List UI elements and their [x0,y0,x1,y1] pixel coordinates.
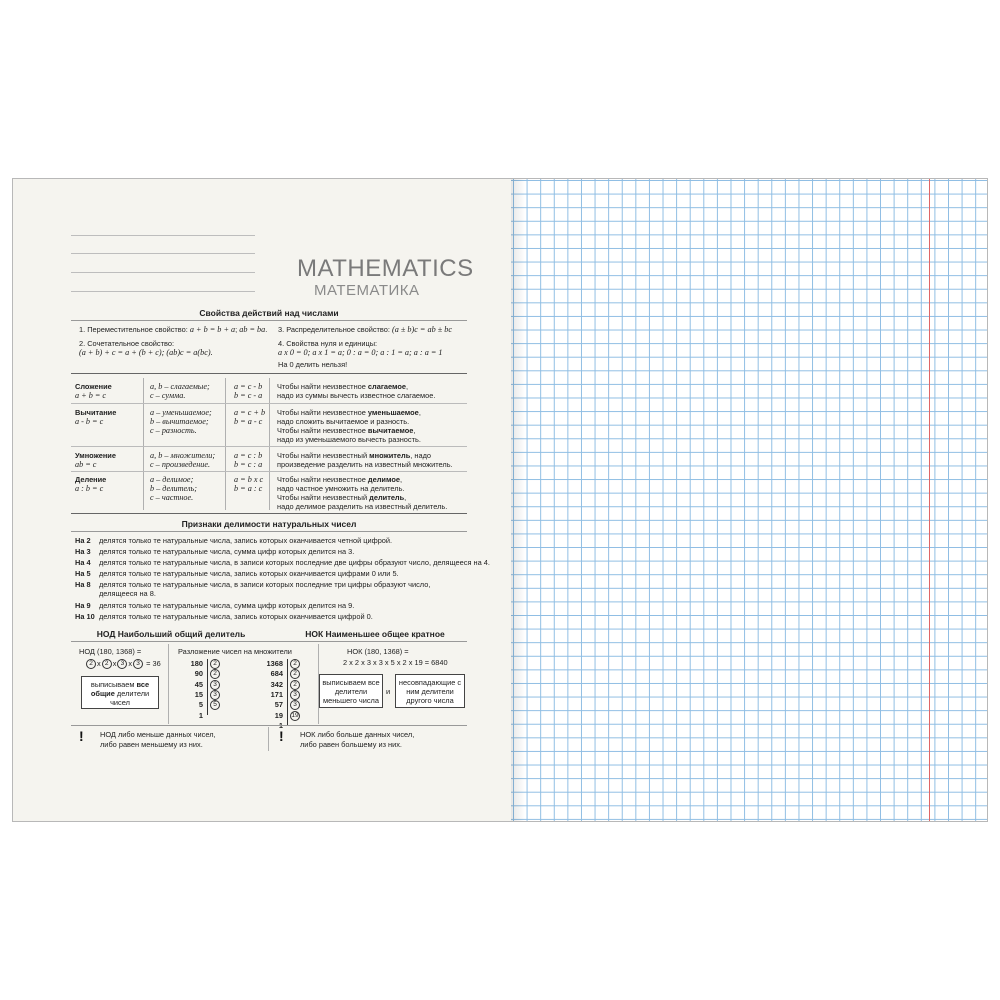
op-rule: произведение разделить на известный множитель. [277,460,453,469]
gcd-factor: 2 [86,659,96,669]
div-label: На 3 [75,547,91,556]
div-text: делятся только те натуральные числа, сумма цифр которых делится на 3. [99,547,355,556]
margin-line [929,179,930,821]
op-rule: надо частное умножить на делитель. [277,484,405,493]
gcd-box-word: делители [116,689,150,698]
op-rule: надо из уменьшаемого вычесть разность. [277,435,421,444]
op-inverse: b = a - c [234,417,263,426]
lcm-rule-box-1: выписываем все делители меньшего числа [319,674,383,708]
factor-value [209,659,231,669]
op-rule: Чтобы найти неизвестное слагаемое, [277,382,409,391]
row-divider [71,471,467,472]
op-inverse: a = c : b [234,451,263,460]
divisibility-title: Признаки делимости натуральных чисел [181,519,357,529]
div-text: делятся только те натуральные числа, запись которых оканчивается цифрами 0 или 5. [99,569,399,578]
row-divider [71,403,467,404]
gcd-box-word: чисел [110,698,130,707]
div-text: делятся только те натуральные числа, в записи которых последние три цифры образуют число, [99,580,431,589]
factor-circle: 2 [290,680,300,690]
op-rule: надо сложить вычитаемое и разность. [277,417,410,426]
lcm-formula: 2 x 2 x 3 x 3 x 5 x 2 x 19 = 6840 [343,658,448,667]
lcm-rule-box-2: несовпадающие с ним делители другого числа [395,674,465,708]
factor-value [209,690,231,700]
column-divider [268,727,269,751]
op-terms: c – сумма. [150,391,186,400]
factor-value [289,700,311,710]
factor-circle: 2 [290,659,300,669]
factor-divider [287,659,288,725]
divider [71,725,467,726]
factor-circle: 2 [210,669,220,679]
factor-circle: 3 [290,690,300,700]
op-terms: a – делимое; [150,475,194,484]
lcm-title: НОК Наименьшее общее кратное [305,629,445,639]
factor-circle: 2 [210,659,220,669]
factor-value: 180 [190,659,203,668]
divider [71,373,467,374]
exclamation-icon: ! [279,728,284,744]
div-text: делящееся на 8. [99,589,156,598]
factor-value: 45 [194,679,203,689]
factor-circle: 2 [290,669,300,679]
name-line [71,291,255,292]
op-formula: a - b = c [75,417,104,426]
divider [71,513,467,514]
div-text: делятся только те натуральные числа, запись которых оканчивается цифрой 0. [99,612,373,621]
op-formula: a + b = c [75,391,107,400]
column-divider [225,378,226,510]
property-4-formula: a x 0 = 0; a x 1 = a; 0 : a = 0; a : 1 = a; a : a = 1 [278,348,443,357]
properties-title: Свойства действий над числами [199,308,339,318]
gcd-box-word: выписываем [90,680,135,689]
div-label: На 4 [75,558,91,567]
gcd-expression: НОД (180, 1368) = [79,647,142,656]
op-inverse: a = c - b [234,382,263,391]
exclamation-icon: ! [79,728,84,744]
column-divider [143,378,144,510]
op-name: Умножение [75,451,116,460]
op-rule: Чтобы найти неизвестное делимое, [277,475,403,484]
factor-value: 1368 [266,659,283,668]
divider [71,641,467,642]
factor-circle: 19 [291,711,299,719]
op-name: Вычитание [75,408,117,417]
factor-value: 342 [270,679,283,689]
op-inverse: b = a : c [234,484,263,493]
name-line [71,253,255,254]
div-label: На 2 [75,536,91,545]
div-label: На 9 [75,601,91,610]
factor-value [289,690,311,700]
row-divider [71,446,467,447]
column-divider [269,378,270,510]
column-divider [168,644,169,724]
op-inverse: b = c : a [234,460,263,469]
op-rule: надо из суммы вычесть известное слагаемое. [277,391,436,400]
gcd-note: либо равен меньшему из них. [100,740,203,749]
op-terms: c – разность. [150,426,197,435]
op-rule: надо делимое разделить на известный делитель. [277,502,448,511]
op-terms: a, b – множители; [150,451,216,460]
op-name: Деление [75,475,107,484]
property-4-title: 4. Свойства нуля и единицы: [278,339,378,348]
factorization-title: Разложение чисел на множители [178,647,292,656]
property-2-title: 2. Сочетательное свойство: [79,339,175,348]
op-rule: Чтобы найти неизвестное вычитаемое, [277,426,416,435]
lcm-note: НОК либо больше данных чисел, [300,730,415,739]
factor-circle: 3 [290,700,300,710]
op-inverse: b = c - a [234,391,263,400]
factor-value: 19 [274,710,283,720]
div-text: делятся только те натуральные числа, сумма цифр которых делится на 9. [99,601,355,610]
div-label: На 10 [75,612,95,621]
property-4-note: На 0 делить нельзя! [278,360,348,369]
factor-value [289,659,311,669]
factor-value: 90 [194,669,203,679]
factor-value: 1 [198,710,203,720]
factor-circle: 3 [210,690,220,700]
cover-page [13,179,511,821]
div-label: На 8 [75,580,91,589]
factor-value: 5 [198,700,203,710]
name-line [71,272,255,273]
gcd-factor: 2 [102,659,112,669]
factor-value: 171 [270,689,283,699]
divider [71,531,467,532]
title-english: MATHEMATICS [297,255,474,282]
op-terms: b – вычитаемое; [150,417,209,426]
factor-value [209,680,231,690]
op-terms: c – произведение. [150,460,211,469]
factor-circle: 5 [210,700,220,710]
grid-page [511,179,987,821]
gcd-factors: 2 x 2 x 3 x 3 = 36 [85,659,161,669]
gcd-note: НОД либо меньше данных чисел, [100,730,216,739]
lcm-expression: НОК (180, 1368) = [347,647,409,656]
factor-value [209,669,231,679]
lcm-note: либо равен большему из них. [300,740,402,749]
factor-value [289,711,311,721]
op-terms: c – частное. [150,493,194,502]
factor-circle: 3 [210,680,220,690]
factor-value [289,669,311,679]
gcd-factor: 3 [117,659,127,669]
gcd-factor: 3 [133,659,143,669]
gcd-result: = 36 [146,659,161,668]
op-inverse: a = c + b [234,408,266,417]
property-1: 1. Переместительное свойство: a + b = b + a; ab = ba. [79,325,268,334]
property-3: 3. Распределительное свойство: (a ± b)c = ab ± bc [278,325,452,334]
divider [71,320,467,321]
gcd-rule-box [81,676,159,709]
op-terms: a – уменьшаемое; [150,408,212,417]
lcm-conjunction: и [386,687,391,696]
op-name: Сложение [75,382,112,391]
div-text: делятся только те натуральные числа, в записи которых последние две цифры образуют число, делящееся на 4. [99,558,490,567]
op-inverse: a = b x c [234,475,264,484]
op-rule: Чтобы найти неизвестный множитель, надо [277,451,431,460]
div-text: делятся только те натуральные числа, запись которых оканчивается четной цифрой. [99,536,393,545]
factor-divider [207,659,208,715]
gcd-box-word: общие [90,689,115,698]
title-russian: МАТЕМАТИКА [314,282,420,299]
name-line [71,235,255,236]
op-terms: b – делитель; [150,484,197,493]
factor-value: 684 [270,669,283,679]
factor-value: 57 [274,700,283,710]
op-rule: Чтобы найти неизвестное уменьшаемое, [277,408,421,417]
op-formula: ab = c [75,460,97,469]
gcd-box-word: все [136,680,150,689]
factor-value [209,700,231,710]
op-terms: a, b – слагаемые; [150,382,210,391]
div-label: На 5 [75,569,91,578]
factor-value: 15 [194,689,203,699]
property-2-formula: (a + b) + c = a + (b + c); (ab)c = a(bc). [79,348,213,357]
notebook-spread [12,178,988,822]
gcd-title: НОД Наибольший общий делитель [96,629,246,639]
op-formula: a : b = c [75,484,104,493]
op-rule: Чтобы найти неизвестный делитель, [277,493,407,502]
factor-value [289,680,311,690]
